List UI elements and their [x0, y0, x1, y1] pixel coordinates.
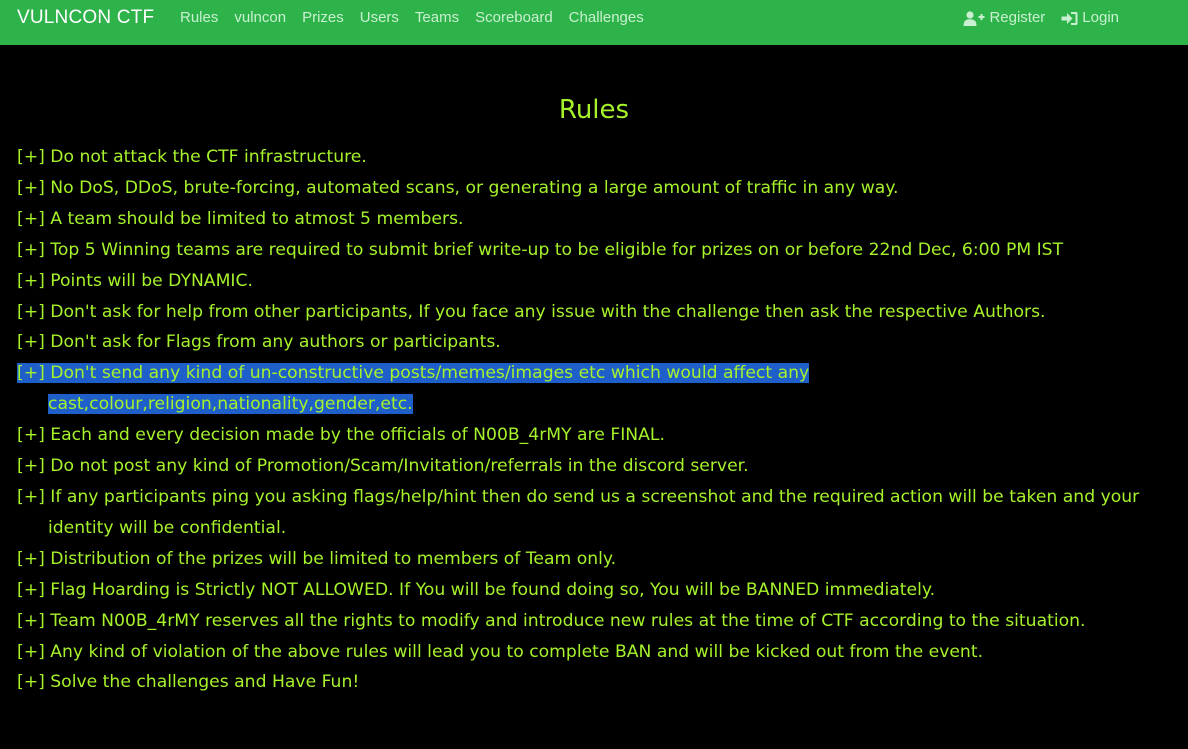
- nav-link-teams[interactable]: Teams: [414, 9, 460, 26]
- nav-link-scoreboard[interactable]: Scoreboard: [475, 9, 553, 26]
- rule-item-selected: [17, 358, 1177, 420]
- rule-item: [+] Each and every decision made by the officials of N00B_4rMY are FINAL.: [17, 425, 665, 446]
- top-navbar: [0, 0, 1188, 45]
- rule-item: [+] Team N00B_4rMY reserves all the rights to modify and introduce new rules at the time of CTF according to the situation.: [17, 610, 1086, 631]
- rule-item: [+] Do not attack the CTF infrastructure.: [17, 147, 367, 167]
- rule-item: [+] Don't ask for Flags from any authors or participants.: [17, 332, 501, 353]
- auth-links: [947, 7, 1119, 29]
- login-link[interactable]: [1061, 7, 1119, 29]
- login-label: Login: [1082, 9, 1119, 26]
- nav-link-challenges[interactable]: Challenges: [568, 9, 644, 26]
- rule-item: [+] If any participants ping you asking flags/help/hint then do send us a screenshot and the required action will be taken and your identity will be confidential.: [17, 486, 1140, 538]
- rule-item: [+] Solve the challenges and Have Fun!: [17, 672, 360, 693]
- nav-link-rules[interactable]: Rules: [180, 9, 219, 26]
- rule-item: [+] Flag Hoarding is Strictly NOT ALLOWED. If You will be found doing so, You will be BANNED immediately.: [17, 579, 936, 600]
- brand-link[interactable]: VULNCON CTF: [17, 7, 155, 28]
- rules-list: [17, 142, 1177, 698]
- rule-item: [+] Points will be DYNAMIC.: [17, 270, 253, 291]
- nav-link-prizes[interactable]: Prizes: [302, 9, 344, 26]
- user-plus-icon: [963, 11, 985, 26]
- nav-link-users[interactable]: Users: [359, 9, 399, 26]
- nav-links: [180, 7, 660, 29]
- rule-item: [+] Do not post any kind of Promotion/Scam/Invitation/referrals in the discord server.: [17, 456, 749, 477]
- rule-item: [+] Top 5 Winning teams are required to submit brief write-up to be eligible for prizes on or before 22nd Dec, 6:00 PM IST: [17, 239, 1064, 260]
- page-title: Rules: [558, 95, 630, 125]
- nav-link-vulncon[interactable]: vulncon: [234, 9, 287, 26]
- rule-item: [+] Distribution of the prizes will be limited to members of Team only.: [17, 548, 617, 569]
- rule-item: [+] Any kind of violation of the above rules will lead you to complete BAN and will be kicked out from the event.: [17, 641, 984, 662]
- register-label: Register: [989, 9, 1046, 26]
- register-link[interactable]: [963, 7, 1045, 29]
- selected-text: [+] Don't send any kind of un-constructive posts/memes/images etc which would affect any cast,colour,religion,nationality,gender,etc.: [17, 363, 810, 415]
- rule-item: [+] A team should be limited to atmost 5 members.: [17, 208, 464, 229]
- rule-item: [+] Don't ask for help from other participants, If you face any issue with the challenge then ask the respective Authors.: [17, 301, 1046, 322]
- sign-in-icon: [1061, 11, 1078, 26]
- rule-item: [+] No DoS, DDoS, brute-forcing, automated scans, or generating a large amount of traffic in any way.: [17, 177, 899, 198]
